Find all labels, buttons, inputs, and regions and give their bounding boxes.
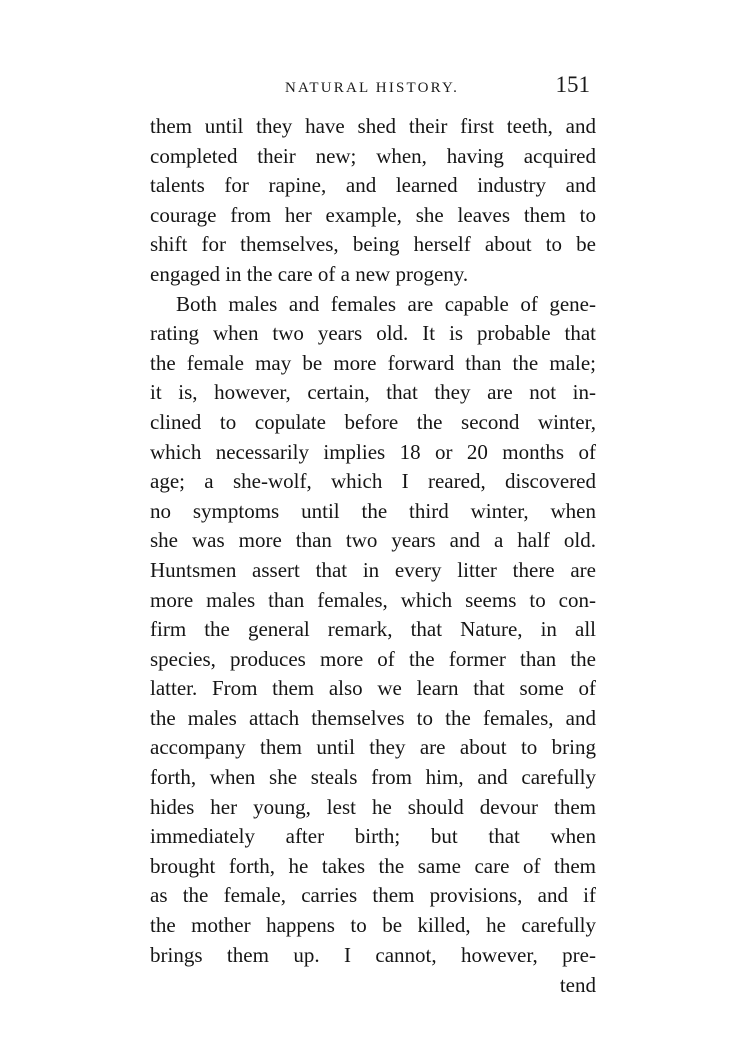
body-text [150, 112, 596, 970]
text-line: brought forth, he takes the same care of them [150, 853, 596, 878]
paragraph-2 [150, 290, 596, 971]
text-line: clined to copulate before the second winter, [150, 409, 596, 434]
text-line: the males attach themselves to the females, and [150, 705, 596, 730]
page-number: 151 [555, 72, 590, 97]
running-title: NATURAL HISTORY. [285, 80, 460, 96]
text-line: more males than females, which seems to con- [150, 587, 596, 612]
text-line: age; a she-wolf, which I reared, discovered [150, 469, 596, 494]
text-line: as the female, carries them provisions, and if [150, 883, 596, 908]
text-line: talents for rapine, and learned industry and [150, 173, 596, 198]
text-line: firm the general remark, that Nature, in all [150, 617, 596, 642]
text-line: Huntsmen assert that in every litter there are [150, 557, 596, 582]
text-line: shift for themselves, being herself about to be [150, 232, 596, 257]
text-line: engaged in the care of a new progeny. [150, 261, 469, 286]
text-line: latter. From them also we learn that some of [150, 676, 596, 701]
page-header [150, 72, 596, 108]
text-line: hides her young, lest he should devour them [150, 794, 596, 819]
text-line: immediately after birth; but that when [150, 824, 596, 849]
text-line: which necessarily implies 18 or 20 months of [150, 439, 596, 464]
text-line: accompany them until they are about to bring [150, 735, 596, 760]
paragraph-1 [150, 112, 596, 290]
text-line: brings them up. I cannot, however, pre- [150, 942, 596, 967]
text-line: Both males and females are capable of gene- [176, 291, 596, 316]
text-line: rating when two years old. It is probable that [150, 321, 596, 346]
text-line: completed their new; when, having acquired [150, 143, 596, 168]
text-line: species, produces more of the former than the [150, 646, 596, 671]
text-line: them until they have shed their first teeth, and [150, 114, 596, 138]
text-line: the mother happens to be killed, he carefully [150, 913, 596, 938]
catchword: tend [559, 973, 596, 997]
text-line: she was more than two years and a half old. [150, 528, 596, 553]
text-line: forth, when she steals from him, and carefully [150, 765, 596, 790]
text-line: no symptoms until the third winter, when [150, 498, 596, 523]
text-line: courage from her example, she leaves them to [150, 202, 596, 227]
text-line: the female may be more forward than the male; [150, 350, 596, 375]
text-line: it is, however, certain, that they are not in- [150, 380, 596, 405]
